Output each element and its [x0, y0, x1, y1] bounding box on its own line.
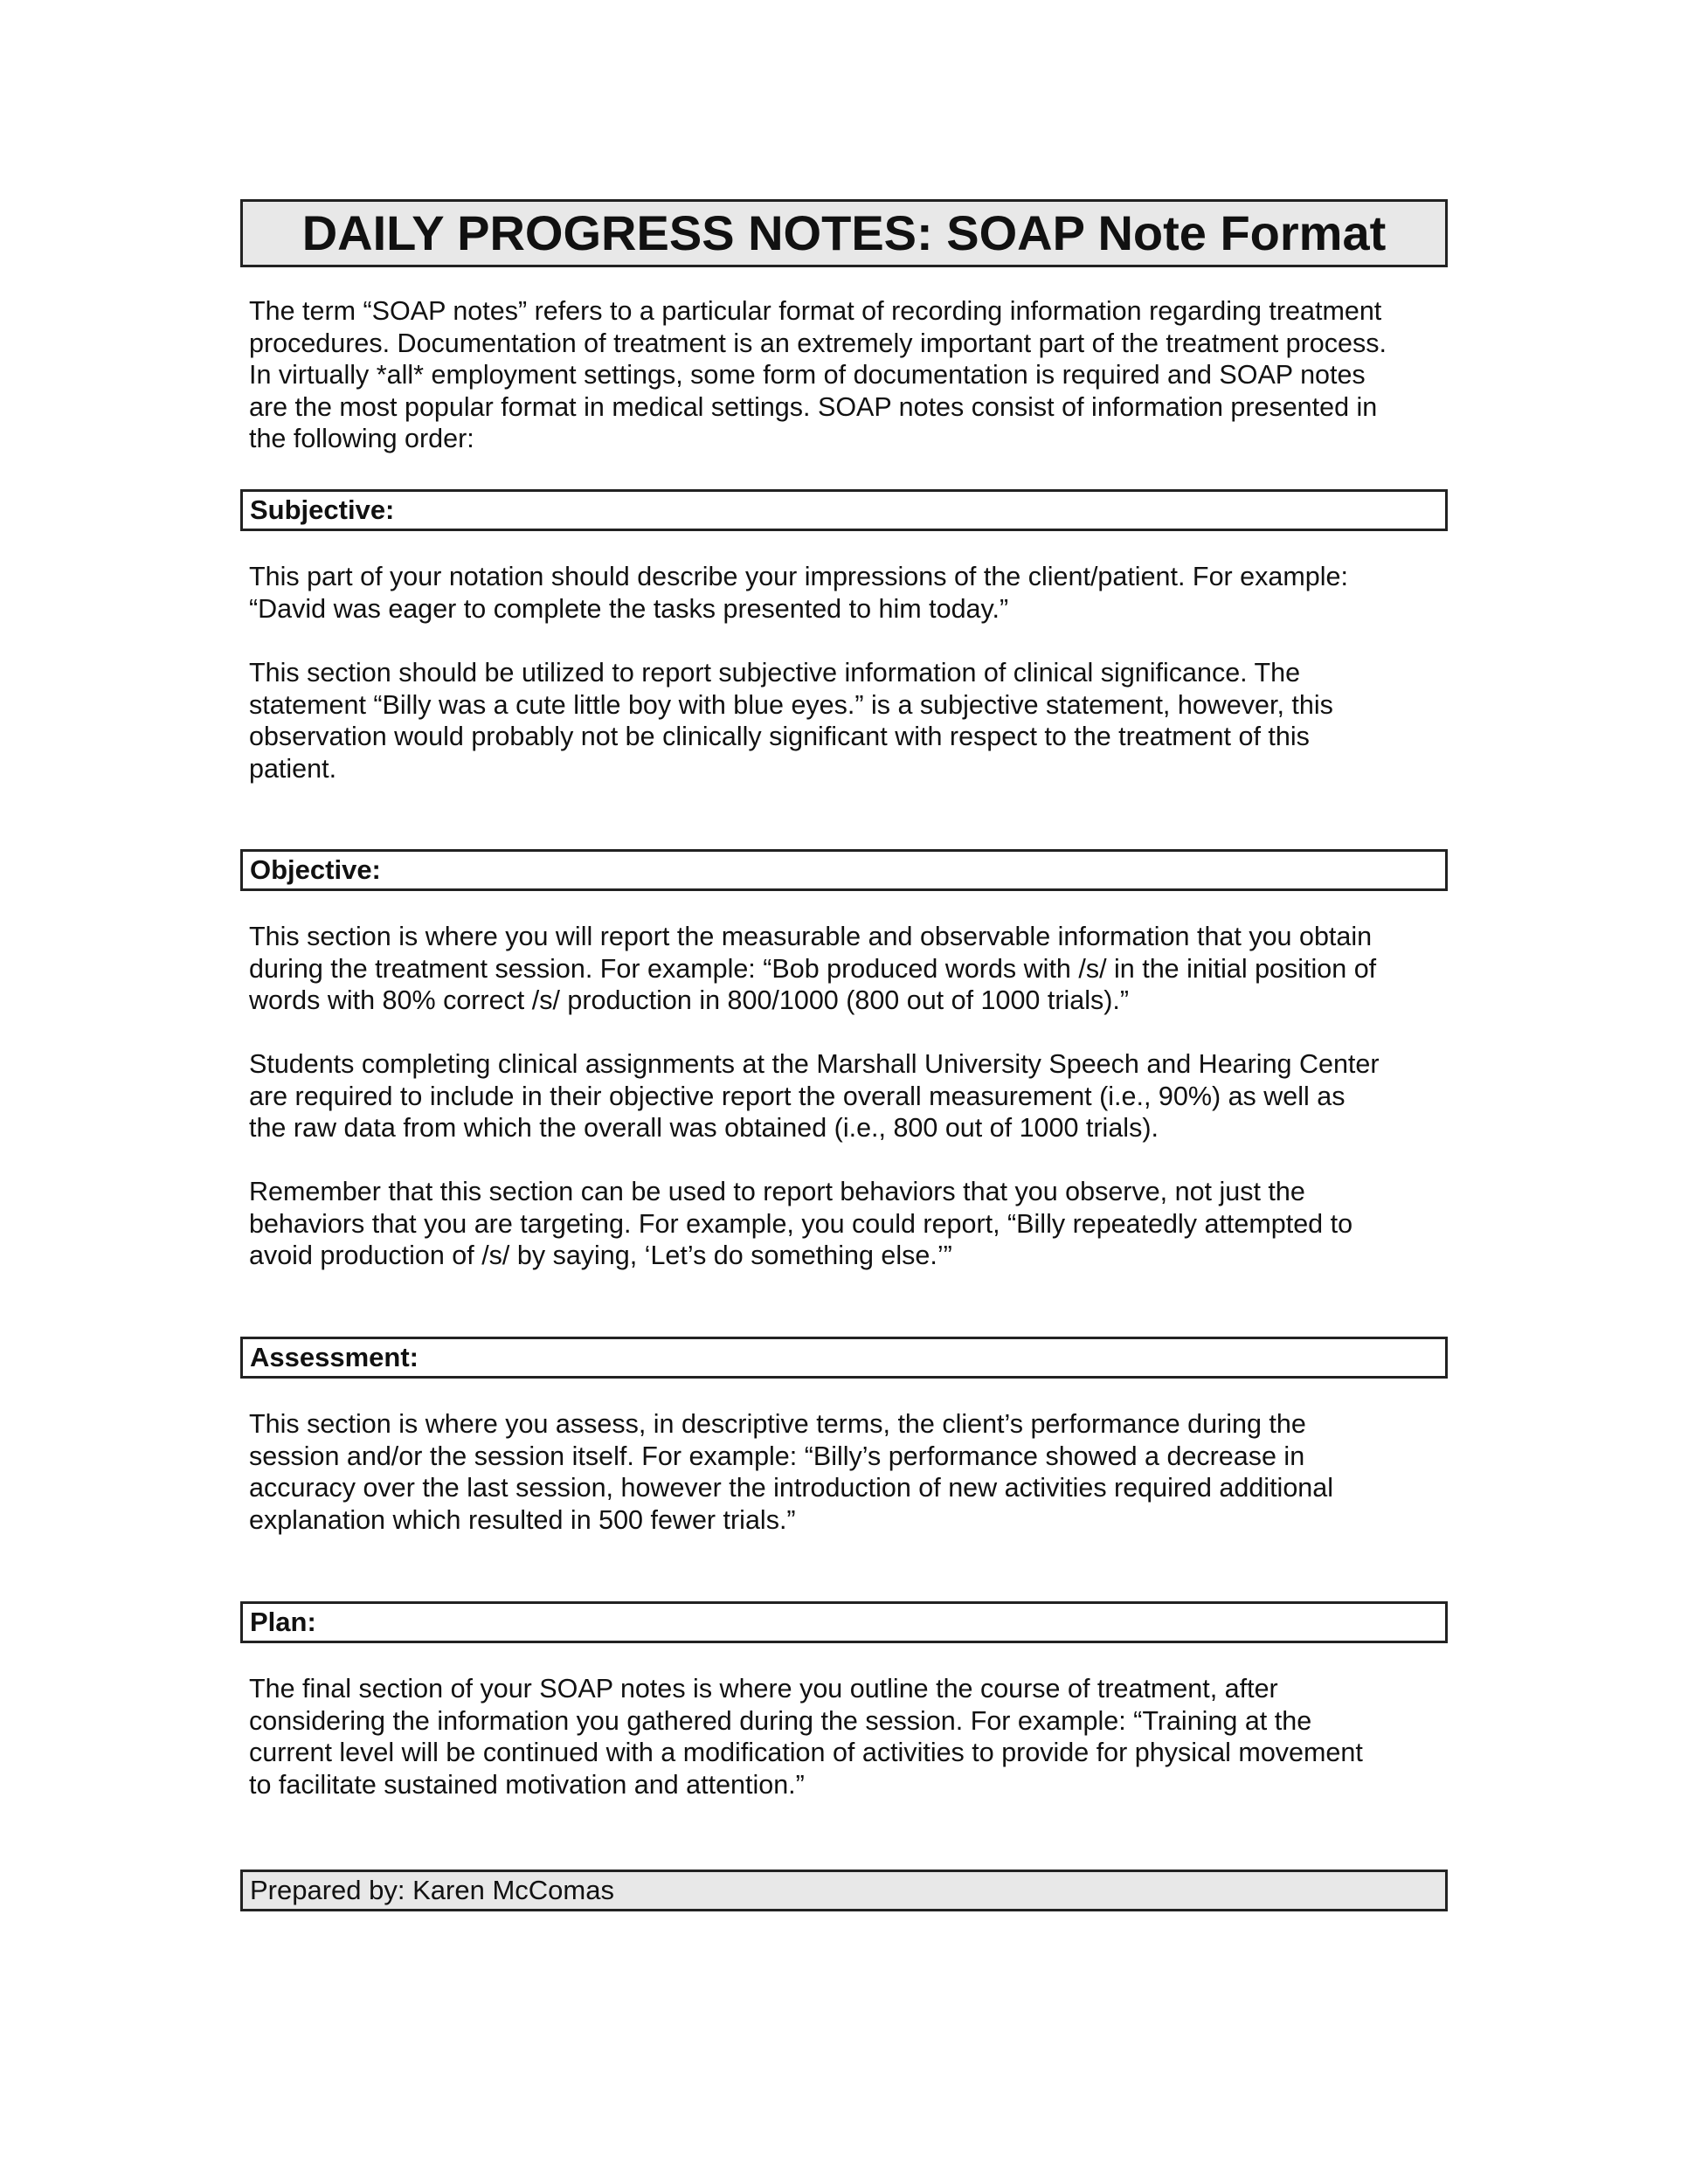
assessment-paragraph-1: This section is where you assess, in descriptive terms, the client’s performance during the session and/or the session itself. For example: “Billy’s performance showed a decrease in accuracy over the last session, however the introduction of new activities required additional explanation which resulted in 500 fewer trials.”: [249, 1409, 1333, 1535]
subjective-paragraph-1: This part of your notation should describe your impressions of the client/patient. For example: “David was eager to complete the tasks presented to him today.”: [249, 562, 1348, 624]
subjective-paragraph-2: This section should be utilized to report subjective information of clinical significance. The statement “Billy was a cute little boy with blue eyes.” is a subjective statement, however, this observation would probably not be clinically significant with respect to the treatment of this patient.: [249, 658, 1333, 784]
objective-paragraph-3: Remember that this section can be used to report behaviors that you observe, not just the behaviors that you are targeting. For example, you could report, “Billy repeatedly attempted to avoid production of /s/ by saying, ‘Let’s do something else.’”: [249, 1177, 1353, 1270]
objective-paragraph-2: Students completing clinical assignments at the Marshall University Speech and Hearing Center are required to include in their objective report the overall measurement (i.e., 90%) as well as the raw data from which the overall was obtained (i.e., 800 out of 1000 trials).: [249, 1049, 1380, 1143]
subjective-heading: Subjective:: [240, 489, 1448, 531]
page-title: DAILY PROGRESS NOTES: SOAP Note Format: [240, 199, 1448, 267]
plan-heading: Plan:: [240, 1601, 1448, 1643]
intro-paragraph: The term “SOAP notes” refers to a particular format of recording information regarding treatment procedures. Documentation of treatment is an extremely important part of the treatment process. In virtually *all* employment settings, some form of documentation is required and SOAP notes are the most popular format in medical settings. SOAP notes consist of information presented in the following order:: [249, 296, 1387, 453]
prepared-by: Prepared by: Karen McComas: [240, 1870, 1448, 1911]
objective-paragraph-1: This section is where you will report the measurable and observable information that you obtain during the treatment session. For example: “Bob produced words with /s/ in the initial position of words with 80% correct /s/ production in 800/1000 (800 out of 1000 trials).”: [249, 922, 1377, 1015]
assessment-heading: Assessment:: [240, 1337, 1448, 1379]
plan-paragraph-1: The final section of your SOAP notes is where you outline the course of treatment, after considering the information you gathered during the session. For example: “Training at the current level will be continued with a modification of activities to provide for physical movement to facilitate sustained motivation and attention.”: [249, 1674, 1363, 1800]
objective-heading: Objective:: [240, 849, 1448, 891]
